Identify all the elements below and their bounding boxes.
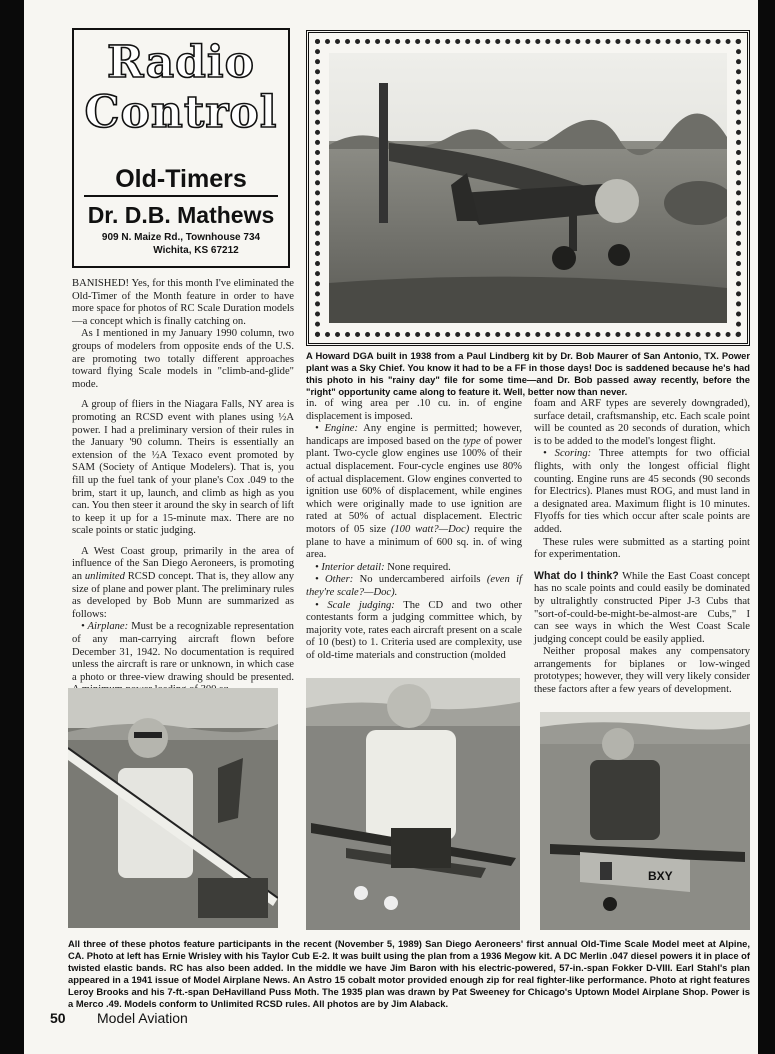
col2-other-rule bbox=[306, 574, 522, 599]
article-column-1 bbox=[72, 278, 294, 697]
col2-engine-em: type bbox=[463, 435, 481, 447]
magazine-page bbox=[24, 0, 758, 1054]
title-control: Control bbox=[84, 87, 278, 138]
col1-airplane-label: • Airplane: bbox=[81, 621, 129, 633]
col1-para4-b: RCSD concept. That is, they allow any size of plane and power plant. The preliminary rules as developed by Bob Munn are summarized as follows: bbox=[72, 571, 294, 620]
col1-para4-em: unlimited bbox=[84, 571, 125, 583]
howard-dga-photo bbox=[329, 53, 727, 323]
photo-jim-baron-image bbox=[306, 678, 520, 930]
col3-opinion-text: While the East Coast concept has no scale points and could easily be dominated by ultralightly constructed Piper J-3 Cubs that "sort-of-could-be-might-be-almost-are Cubs," I can see ways in which the West Coast Scale judging concept could be easily applied. bbox=[534, 570, 750, 645]
col2-engine-c: require the plane to have a minimum of 600 sq. in. of wing area. bbox=[306, 523, 523, 561]
col1-airplane-text: Must be a recognizable representation of any man-carrying aircraft flown before December 31, 1942. No documentation is required unless the aircraft is rare or unknown, in which case a photo or three-view drawing should be presented. bbox=[72, 621, 294, 683]
col2-other-doc: (even if they're scale?—Doc). bbox=[306, 574, 522, 598]
photo-jim-baron bbox=[306, 678, 520, 930]
photo-ernie-wrisley-image bbox=[68, 688, 278, 928]
col2-scale-text: The CD and two other contestants form a judging committee which, by majority vote, rates each aircraft present on a scale of 10 (best) to 1. Criteria used are complexity, use of old-time materials and construction (molded bbox=[306, 599, 522, 661]
col2-engine-rule bbox=[306, 423, 522, 562]
col2-scale-rule bbox=[306, 600, 522, 663]
photo-leroy-brooks bbox=[540, 712, 750, 930]
photo-leroy-brooks-image bbox=[540, 712, 750, 930]
photo-howard-dga-image bbox=[329, 53, 727, 323]
col2-other-text: No undercambered airfoils bbox=[359, 574, 481, 586]
col2-interior-rule bbox=[306, 562, 522, 575]
col2-scale-label: • Scale judging: bbox=[315, 599, 395, 611]
col3-para5: Neither proposal makes any compensatory arrangements for biplanes or low-winged prototypes; however, they will very likely consider these factors after a few years of development. bbox=[534, 646, 750, 696]
column-header-box bbox=[72, 28, 290, 268]
author-name: Dr. D.B. Mathews bbox=[87, 202, 275, 228]
col3-para3: These rules were submitted as a starting point for experimentation. bbox=[534, 536, 750, 561]
col3-scoring-text: Three attempts for two official flights, with only the longest official flight counting. Engine runs are 45 seconds (90 seconds for Electrics). Planes must ROG, and must land in a designated area. Maximum flight is 10 minutes. Flyoffs for ties which occur after scale points are added. bbox=[534, 448, 751, 535]
col3-scoring-rule bbox=[534, 448, 750, 536]
col3-opinion-heading: What do I think? bbox=[534, 569, 619, 582]
col2-engine-b: of power plant. Two-cycle glow engines use 100% of their actual displacement. Four-cycle engines use 80% of actual displacement. Glow engines converted to ignition use 60% of displacement, while engines which were originally made to use ignition are rated at 50% of actual displacement. Electric motors of 05 size bbox=[306, 435, 523, 535]
col2-para1: in. of wing area per .10 cu. in. of engine displacement is imposed. bbox=[306, 398, 522, 422]
top-photo-frame bbox=[306, 30, 750, 346]
col2-engine-doc: (100 watt?—Doc) bbox=[390, 523, 470, 535]
header-divider bbox=[84, 195, 278, 197]
col3-opinion bbox=[534, 570, 750, 647]
col2-engine-label: • Engine: bbox=[315, 423, 358, 435]
col1-para2: As I mentioned in my January 1990 column, two groups of modelers from opposite ends of the U.S. are promoting two totally different approaches toward flying Scale models in "climb-and-glide" mode. bbox=[72, 328, 294, 390]
col1-para1: BANISHED! Yes, for this month I've eliminated the Old-Timer of the Month feature in order to have more space for photos of RC Scale Duration models—a concept which is finally catching on. bbox=[72, 278, 294, 327]
page-number: 50 bbox=[50, 1010, 66, 1026]
col2-interior-label: • Interior detail: bbox=[315, 561, 385, 573]
author-address-line1: 909 N. Maize Rd., Townhouse 734 bbox=[101, 232, 261, 243]
subtitle-old-timers: Old-Timers bbox=[115, 165, 247, 193]
col3-para1: foam and ARF types are severely downgraded), surface detail, craftsmanship, etc. Each scale point will be counted as 20 seconds of duration, which is to be added to the model's longest flight. bbox=[534, 398, 750, 447]
col1-para4-a: A West Coast group, primarily in the area of influence of the San Diego Aeroneers, is promoting an bbox=[72, 545, 294, 583]
col2-other-label: • Other: bbox=[315, 574, 354, 586]
plane-registration-text: BXY bbox=[648, 869, 673, 883]
title-radio: Radio bbox=[107, 37, 255, 88]
top-photo-caption: A Howard DGA built in 1938 from a Paul Lindberg kit by Dr. Bob Maurer of San Antonio, TX. Power plant was a Sky Chief. You know it had to be a FF in those days! Doc is saddened because he's had this photo in his "rainy day" file for some time—and Dr. Bob passed away recently, before the "right" opportunity came along to feature it. Well, better now than never. bbox=[306, 350, 750, 397]
col3-scoring-label: • Scoring: bbox=[543, 448, 592, 460]
article-column-3 bbox=[534, 398, 750, 697]
col1-airplane-rule bbox=[72, 621, 294, 697]
bottom-photos-caption: All three of these photos feature participants in the recent (November 5, 1989) San Diego Aeroneers' first annual Old-Time Scale Model meet at Alpine, CA. Photo at left has Ernie Wrisley with his Taylor Cub E-2. It was built using the plan from a 1936 Megow kit. A DC Merlin .047 diesel powers it in place of twisted elastic bands. RC has also been added. In the middle we have Jim Baron with his electric-powered, 57-in.-span Fokker D-VIII. Earl Stahl's plan appeared in a 1941 issue of Model Airplane News. An Astro 15 cobalt motor provided enough zip for real fighter-like performance. Photo at right features Leroy Brooks and his 7-ft.-span DeHavilland Puss Moth. The 1935 plan was drawn by Pat Sweeney for Chicago's Uptown Model Airplane Shop. Power is a Merco .49. Models conform to Unlimited RCSD rules. All photos are by Jim Alaback. bbox=[68, 938, 750, 1009]
magazine-name: Model Aviation bbox=[97, 1010, 188, 1026]
col1-para3: A group of fliers in the Niagara Falls, NY area is promoting an RCSD event with planes using ½A power. I had a preliminary version of their rules in the January '90 column. Theirs is essentially an extension of the ½A Texaco event promoted by SAM (Society of Antique Modelers). That is, you fill up the fuel tank of your plane's Cox .049 to the brim, start it up, launch, and climb as high as you can. You then steer it around the sky in search of lift to keep it up for a 15-minute max. There are no scale points or static judging. bbox=[72, 399, 294, 537]
photo-ernie-wrisley bbox=[68, 688, 278, 928]
col2-interior-text: None required. bbox=[387, 561, 451, 573]
article-column-2 bbox=[306, 398, 522, 662]
col1-para4 bbox=[72, 546, 294, 622]
col2-engine-a: Any engine is permitted; however, handicaps are imposed based on the bbox=[306, 423, 522, 447]
author-address-line2: Wichita, KS 67212 bbox=[153, 245, 239, 256]
